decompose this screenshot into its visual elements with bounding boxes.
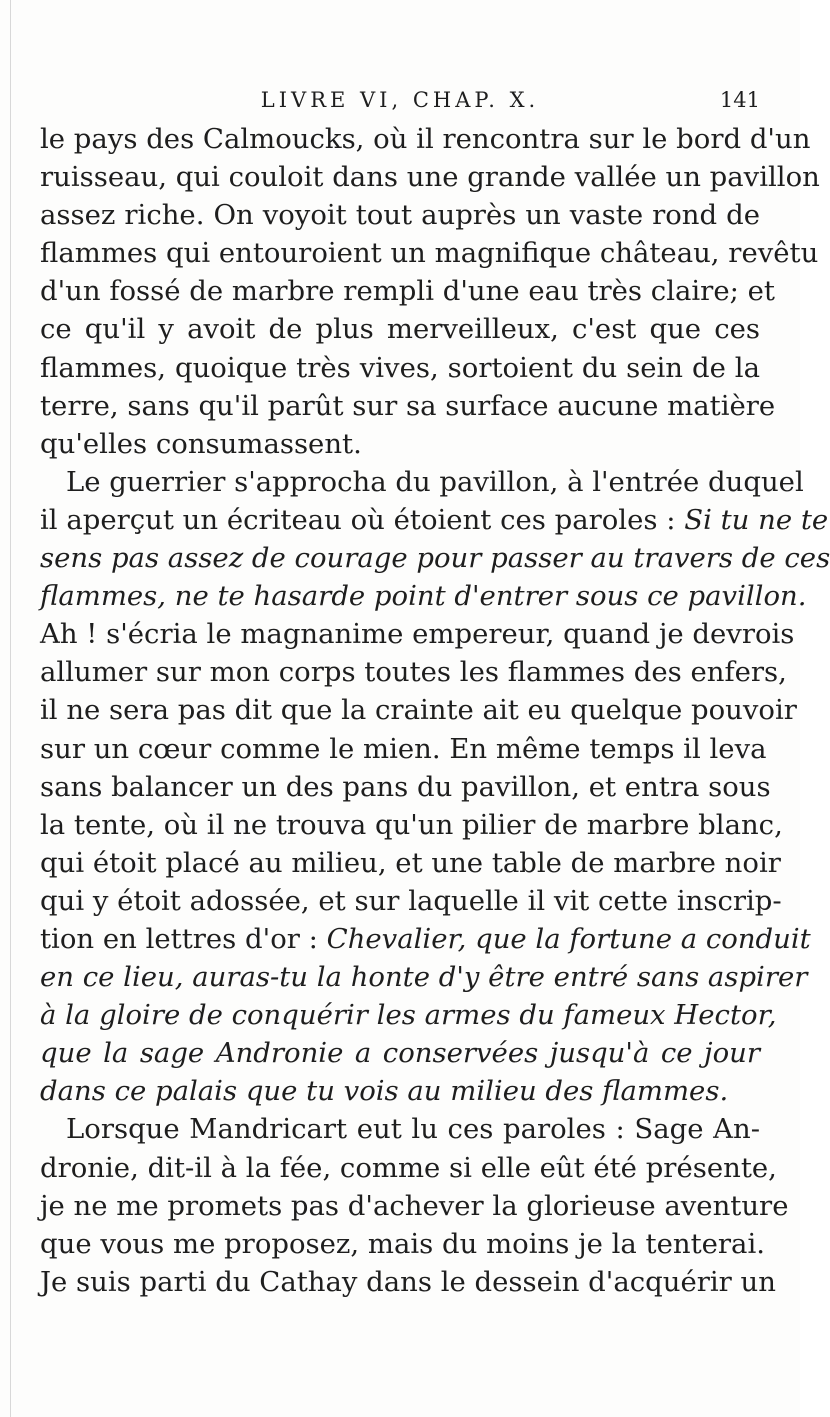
text-segment: il aperçut un écriteau où étoient ces paroles :	[40, 503, 685, 536]
text-segment: il ne sera pas dit que la crainte ait eu quelque pouvoir	[40, 694, 797, 727]
text-segment: dronie, dit-il à la fée, comme si elle eût été présente,	[40, 1151, 777, 1184]
text-line	[40, 577, 807, 615]
text-segment: ruisseau, qui couloit dans une grande vallée un pavillon	[40, 161, 820, 194]
page-number: 141	[719, 88, 760, 112]
italic-text: en ce lieu, auras-tu la honte d'y être entré sans aspirer	[40, 961, 808, 994]
text-segment: flammes, quoique très vives, sortoient du sein de la	[40, 351, 760, 384]
text-segment: allumer sur mon corps toutes les flammes des enfers,	[40, 656, 787, 689]
page-header	[40, 88, 760, 118]
text-line	[40, 1187, 789, 1225]
text-segment: flammes qui entouroient un magnifique château, revêtu	[40, 237, 819, 270]
text-line	[40, 425, 760, 463]
text-segment: qui y étoit adossée, et sur laquelle il vit cette inscrip-	[40, 884, 782, 917]
text-line	[40, 1225, 765, 1263]
text-line	[40, 387, 776, 425]
text-line	[40, 996, 777, 1034]
text-segment: Le guerrier s'approcha du pavillon, à l'entrée duquel	[66, 465, 804, 498]
running-head: LIVRE VI, CHAP. X.	[260, 88, 540, 112]
text-line	[40, 501, 829, 539]
text-line	[40, 349, 760, 387]
text-line	[40, 120, 811, 158]
text-segment: sur un cœur comme le mien. En même temps il leva	[40, 732, 767, 765]
text-line	[40, 196, 760, 234]
text-segment: la tente, où il ne trouva qu'un pilier de marbre blanc,	[40, 808, 783, 841]
italic-text: Chevalier, que la fortune a conduit	[326, 922, 811, 955]
text-line	[40, 1110, 760, 1148]
text-segment: qui étoit placé au milieu, et une table de marbre noir	[40, 846, 781, 879]
text-line	[40, 882, 782, 920]
text-line	[40, 768, 771, 806]
text-line	[40, 1263, 776, 1301]
text-segment: Je suis parti du Cathay dans le dessein d'acquérir un	[40, 1265, 776, 1298]
italic-text: que la sage Andronie a conservées jusqu'à ce jour	[40, 1037, 760, 1070]
text-line	[40, 958, 808, 996]
text-line	[40, 730, 767, 768]
italic-text: flammes, ne te hasarde point d'entrer sous ce pavillon.	[40, 580, 807, 613]
text-segment: sans balancer un des pans du pavillon, et entra sous	[40, 770, 771, 803]
text-line	[40, 691, 797, 729]
text-segment: tion en lettres d'or :	[40, 922, 327, 955]
italic-text: dans ce palais que tu vois au milieu des flammes.	[40, 1075, 729, 1108]
text-line	[40, 234, 819, 272]
text-line	[40, 1149, 777, 1187]
italic-text: sens pas assez de courage pour passer au travers de ces	[40, 542, 830, 575]
body-text	[40, 120, 830, 1301]
text-line	[40, 463, 804, 501]
text-segment: d'un fossé de marbre rempli d'une eau très claire; et	[40, 275, 775, 308]
text-segment: Ah ! s'écria le magnanime empereur, quand je devrois	[40, 618, 795, 651]
italic-text: Si tu ne te	[684, 503, 829, 536]
text-line	[40, 844, 781, 882]
text-segment: ce qu'il y avoit de plus merveilleux, c'est que ces	[40, 313, 760, 346]
text-segment: Lorsque Mandricart eut lu ces paroles : Sage An-	[66, 1113, 760, 1146]
text-line	[40, 1072, 760, 1110]
text-segment: le pays des Calmoucks, où il rencontra sur le bord d'un	[40, 123, 811, 155]
text-segment: que vous me proposez, mais du moins je la tenterai.	[40, 1227, 765, 1260]
text-line	[40, 539, 830, 577]
text-line	[40, 310, 760, 348]
text-line	[40, 158, 820, 196]
text-line	[40, 920, 811, 958]
text-segment: qu'elles consumassent.	[40, 427, 362, 460]
text-line	[40, 653, 787, 691]
text-line	[40, 272, 775, 310]
text-segment: terre, sans qu'il parût sur sa surface aucune matière	[40, 389, 776, 422]
italic-text: à la gloire de conquérir les armes du fameux Hector,	[40, 999, 777, 1032]
text-line	[40, 806, 783, 844]
text-segment: je ne me promets pas d'achever la glorieuse aventure	[40, 1189, 789, 1222]
text-line	[40, 1034, 760, 1072]
page-edge-line	[10, 0, 11, 1417]
text-segment: assez riche. On voyoit tout auprès un vaste rond de	[40, 199, 760, 232]
text-line	[40, 615, 795, 653]
